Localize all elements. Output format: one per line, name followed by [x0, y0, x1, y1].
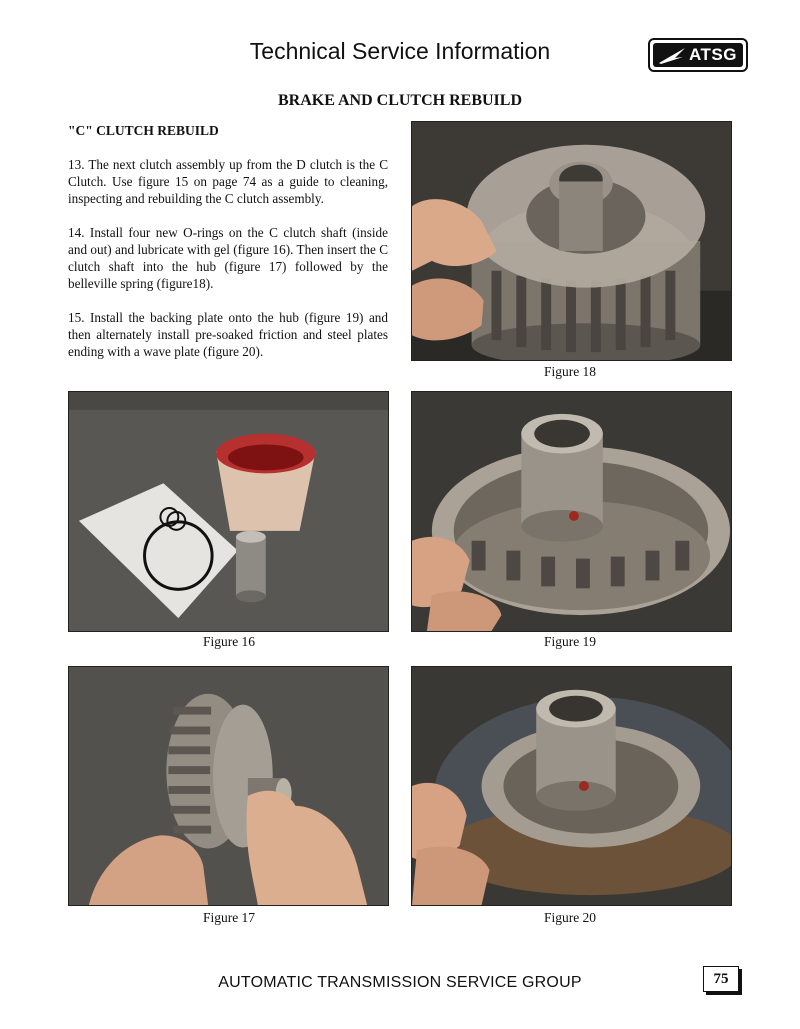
paragraph-13: 13. The next clutch assembly up from the D clutch is the C Clutch. Use figure 15 on page 74 as a guide to cleaning, inspecting and rebuilding the C clutch assembly.	[68, 157, 388, 206]
figure-18-caption: Figure 18	[543, 364, 597, 379]
paragraph-14: 14. Install four new O-rings on the C clutch shaft (inside and out) and lubricate with gel (figure 16). Then insert the C clutch shaft into the hub (figure 17) followed by the belleville spring (figure18).	[68, 225, 388, 291]
instruction-text	[68, 122, 388, 377]
section-title: BRAKE AND CLUTCH REBUILD	[277, 92, 523, 109]
figure-20-caption: Figure 20	[543, 910, 597, 925]
figure-17-caption: Figure 17	[202, 910, 256, 925]
figure-19-photo	[411, 391, 732, 632]
logo-text: ATSG	[689, 45, 737, 64]
figure-18-photo	[411, 121, 732, 361]
swoosh-icon	[657, 46, 687, 66]
figure-16-photo	[68, 391, 389, 632]
figure-17-photo	[68, 666, 389, 906]
page-header-title: Technical Service Information	[249, 38, 551, 64]
page-number: 75	[703, 966, 739, 992]
figure-16-caption: Figure 16	[202, 634, 256, 649]
footer-text: AUTOMATIC TRANSMISSION SERVICE GROUP	[218, 974, 582, 991]
paragraph-15: 15. Install the backing plate onto the hub (figure 19) and then alternately install pre-soaked friction and steel plates ending with a wave plate (figure 20).	[68, 310, 388, 359]
subsection-title: "C" CLUTCH REBUILD	[68, 123, 219, 138]
atsg-logo	[648, 38, 748, 72]
figure-19-caption: Figure 19	[543, 634, 597, 649]
figure-20-photo	[411, 666, 732, 906]
